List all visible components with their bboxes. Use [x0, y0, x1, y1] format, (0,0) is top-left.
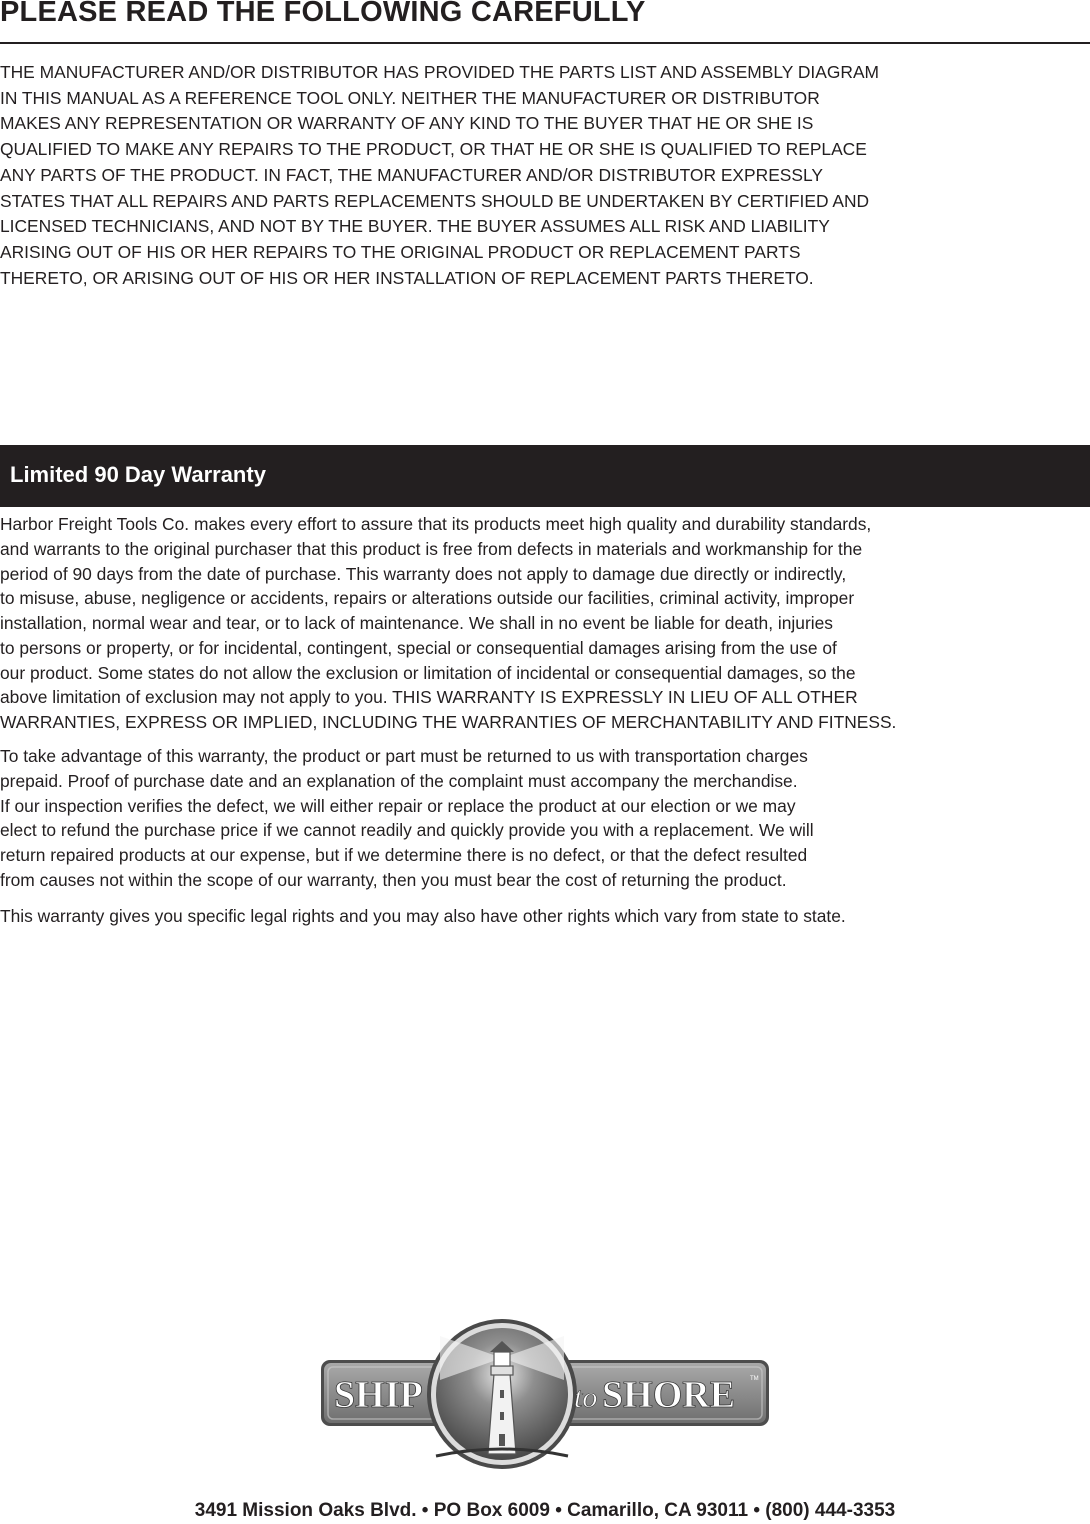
logo-to-text: to	[574, 1381, 598, 1414]
disclaimer-notice	[0, 60, 1088, 291]
return-policy-line: prepaid. Proof of purchase date and an explanation of the complaint must accompany the merchandise.	[0, 770, 798, 791]
warranty-heading-bar	[0, 445, 1090, 507]
warranty-line: and warrants to the original purchaser that this product is free from defects in materials and workmanship for the	[0, 538, 863, 559]
warranty-line: installation, normal wear and tear, or to lack of maintenance. We shall in no event be liable for death, injuries	[0, 613, 833, 633]
notice-line: ARISING OUT OF HIS OR HER REPAIRS TO THE ORIGINAL PRODUCT OR REPLACEMENT PARTS	[0, 241, 801, 262]
ship-to-shore-logo	[318, 1314, 772, 1470]
notice-line: MAKES ANY REPRESENTATION OR WARRANTY OF ANY KIND TO THE BUYER THAT HE OR SHE IS	[0, 113, 814, 134]
warranty-line: to misuse, abuse, negligence or accidents, repairs or alterations outside our facilities, criminal activity, improper	[0, 588, 855, 609]
notice-line: ANY PARTS OF THE PRODUCT. IN FACT, THE MANUFACTURER AND/OR DISTRIBUTOR EXPRESSLY	[0, 164, 823, 185]
warranty-line: WARRANTIES, EXPRESS OR IMPLIED, INCLUDING THE WARRANTIES OF MERCHANTABILITY AND FITNESS.	[0, 712, 897, 732]
notice-line: LICENSED TECHNICIANS, AND NOT BY THE BUYER. THE BUYER ASSUMES ALL RISK AND LIABILITY	[0, 216, 830, 237]
logo-shore-text: SHORE	[602, 1374, 736, 1416]
page-title: PLEASE READ THE FOLLOWING CAREFULLY	[0, 0, 646, 28]
warranty-heading: Limited 90 Day Warranty	[10, 462, 266, 487]
notice-line: THERETO, OR ARISING OUT OF HIS OR HER INSTALLATION OF REPLACEMENT PARTS THERETO.	[0, 267, 814, 288]
return-policy-paragraph	[0, 744, 1088, 893]
logo-ship-text: SHIP	[334, 1374, 423, 1416]
legal-rights-paragraph	[0, 904, 1088, 929]
return-policy-line: from causes not within the scope of our warranty, then you must bear the cost of returning the product.	[0, 869, 787, 890]
return-policy-line: elect to refund the purchase price if we cannot readily and quickly provide you with a replacement. We will	[0, 820, 814, 841]
lighthouse-icon	[427, 1319, 577, 1469]
return-policy-line: If our inspection verifies the defect, we will either repair or replace the product at our election or we may	[0, 795, 796, 816]
title-divider	[0, 42, 1090, 44]
warranty-paragraph	[0, 512, 1088, 735]
return-policy-line: return repaired products at our expense, but if we determine there is no defect, or that the defect resulted	[0, 845, 808, 865]
warranty-line: our product. Some states do not allow the exclusion or limitation of incidental or consequential damages, so the	[0, 662, 856, 683]
return-policy-line: To take advantage of this warranty, the product or part must be returned to us with transportation charges	[0, 746, 808, 766]
warranty-line: to persons or property, or for incidental, contingent, special or consequential damages arising from the use of	[0, 637, 837, 658]
notice-line: IN THIS MANUAL AS A REFERENCE TOOL ONLY. NEITHER THE MANUFACTURER OR DISTRIBUTOR	[0, 87, 820, 108]
notice-line: THE MANUFACTURER AND/OR DISTRIBUTOR HAS PROVIDED THE PARTS LIST AND ASSEMBLY DIAGRAM	[0, 62, 880, 82]
company-address: 3491 Mission Oaks Blvd. • PO Box 6009 • Camarillo, CA 93011 • (800) 444-3353	[194, 1500, 896, 1521]
notice-line: QUALIFIED TO MAKE ANY REPAIRS TO THE PRODUCT, OR THAT HE OR SHE IS QUALIFIED TO REPLACE	[0, 139, 867, 160]
notice-line: STATES THAT ALL REPAIRS AND PARTS REPLACEMENTS SHOULD BE UNDERTAKEN BY CERTIFIED AND	[0, 190, 870, 211]
logo-trademark: TM	[750, 1376, 759, 1382]
warranty-line: above limitation of exclusion may not apply to you. THIS WARRANTY IS EXPRESSLY IN LIEU OF ALL OTHER	[0, 687, 858, 708]
warranty-line: period of 90 days from the date of purchase. This warranty does not apply to damage due directly or indirectly,	[0, 563, 847, 584]
warranty-line: Harbor Freight Tools Co. makes every effort to assure that its products meet high quality and durability standards,	[0, 514, 872, 534]
legal-rights-line: This warranty gives you specific legal rights and you may also have other rights which vary from state to state.	[0, 906, 846, 926]
